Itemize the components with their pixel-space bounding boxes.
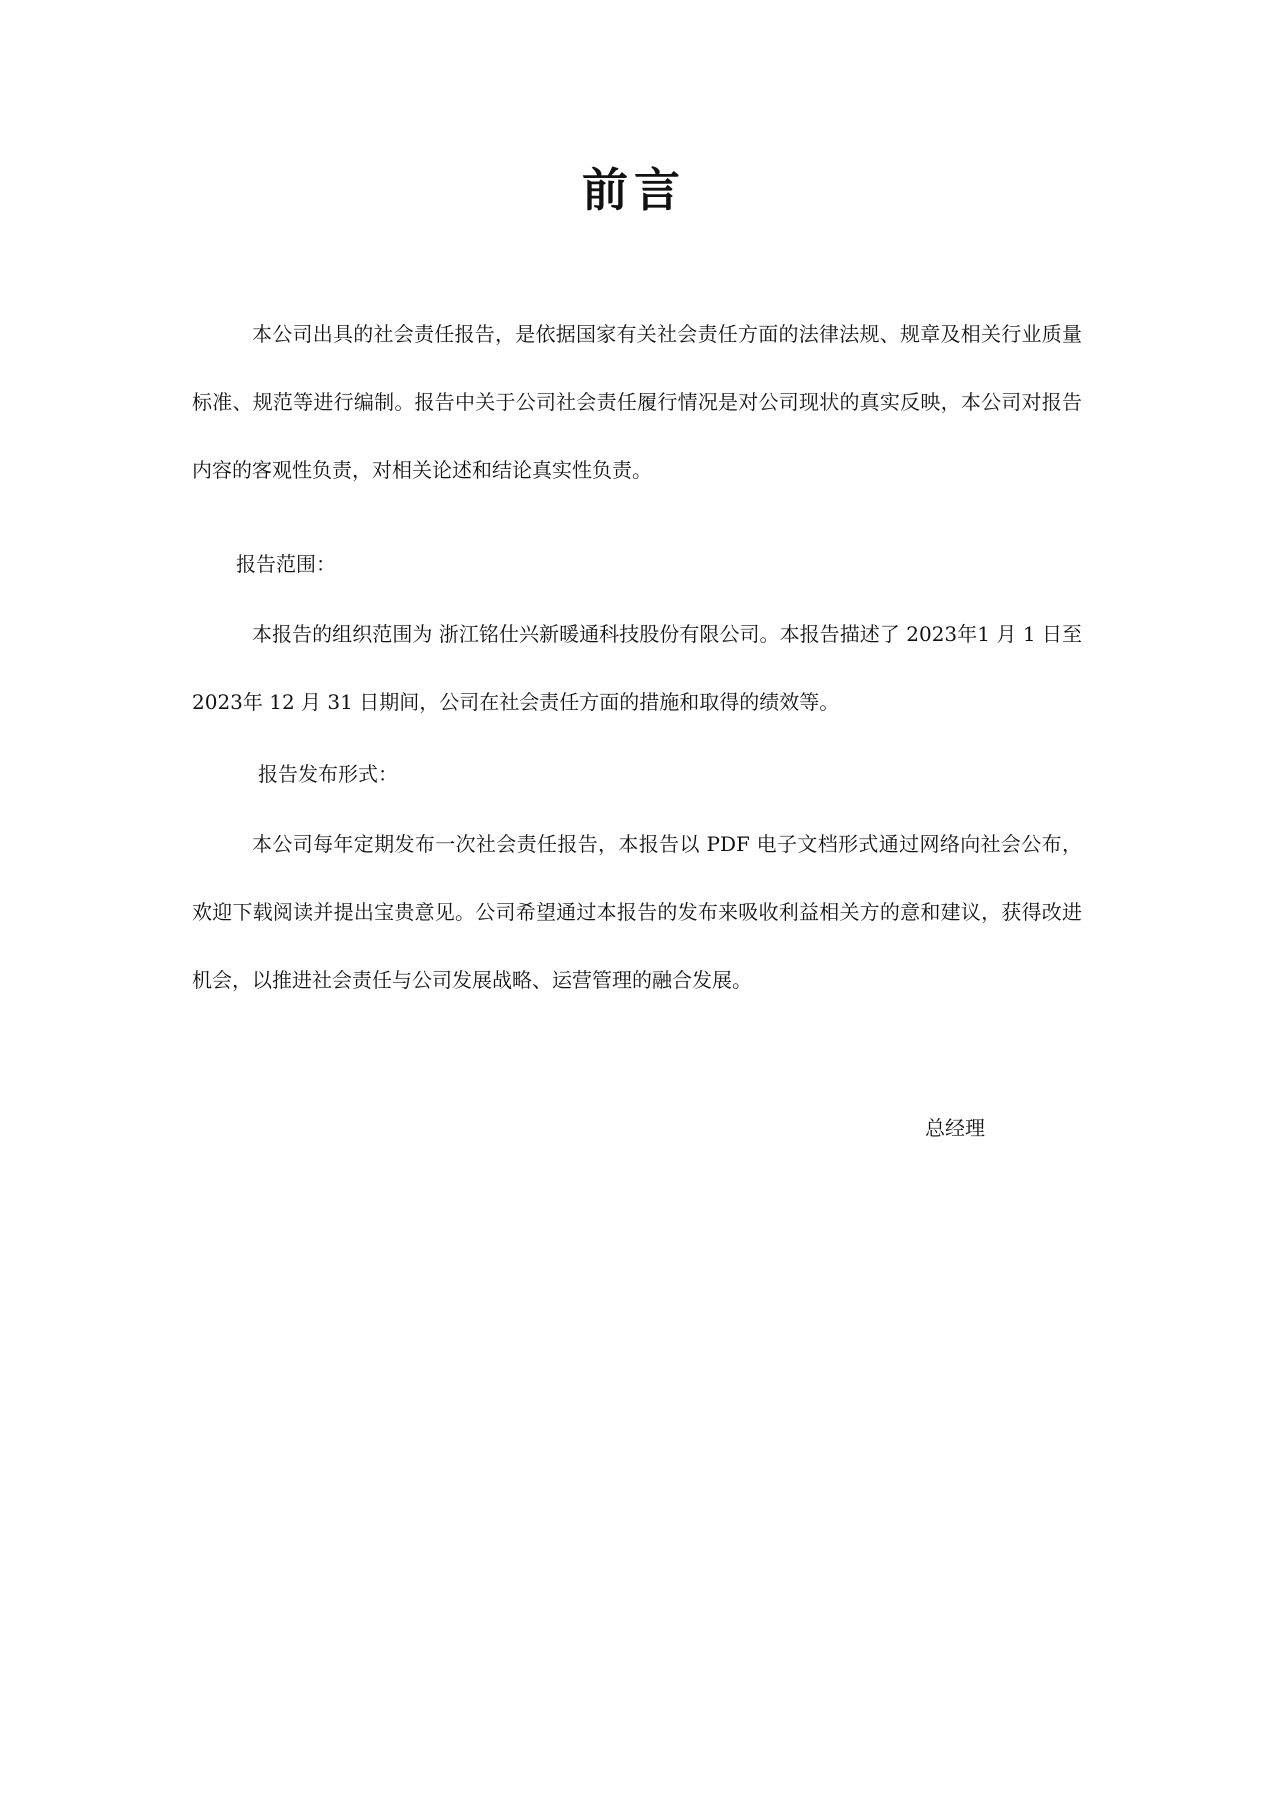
publication-format-paragraph: 本公司每年定期发布一次社会责任报告，本报告以 PDF 电子文档形式通过网络向社会公布，欢迎下载阅读并提出宝贵意见。公司希望通过本报告的发布来吸收利益相关方的意和建议，获得改进机会，以推进社会责任与公司发展战略、运营管理的融合发展。 [192,832,1082,992]
report-scope-paragraph: 本报告的组织范围为 浙江铭仕兴新暖通科技股份有限公司。本报告描述了 2023年1 月 1 日至 2023年 12 月 31 日期间，公司在社会责任方面的措施和取得的绩效等。 [192,622,1082,714]
general-manager-signature: 总经理 [925,1116,985,1140]
publication-format-heading: 报告发布形式： [258,762,398,786]
report-scope-heading: 报告范围： [236,552,336,576]
page-title: 前言 [582,163,686,217]
intro-paragraph: 本公司出具的社会责任报告，是依据国家有关社会责任方面的法律法规、规章及相关行业质量标准、规范等进行编制。报告中关于公司社会责任履行情况是对公司现状的真实反映，本公司对报告内容的客观性负责，对相关论述和结论真实性负责。 [192,322,1082,482]
